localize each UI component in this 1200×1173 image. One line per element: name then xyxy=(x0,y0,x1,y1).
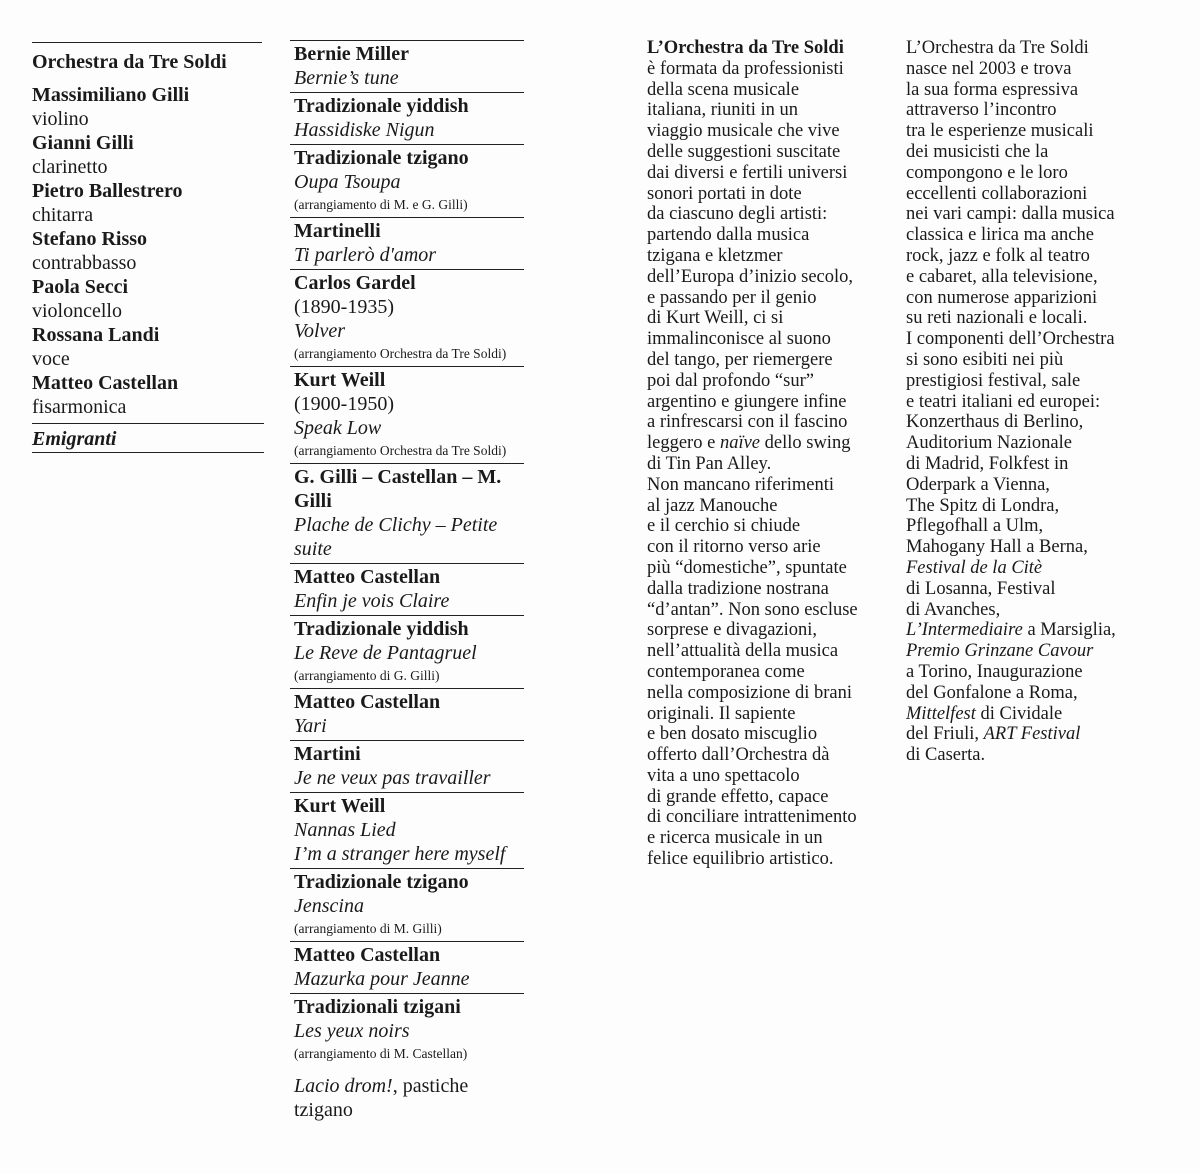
description-column xyxy=(647,38,887,870)
member-name: Matteo Castellan xyxy=(32,372,179,394)
arrangement-note: (arrangiamento Orchestra da Tre Soldi) xyxy=(294,443,507,458)
composer-dates: (1900-1950) xyxy=(294,393,394,415)
member-name: Paola Secci xyxy=(32,276,129,298)
text: di Cividale del Friuli, xyxy=(906,703,1063,745)
text: dello swing di Tin Pan Alley. Non mancano riferimenti al jazz Manouche e il cerchio si chiude con il ritorno verso arie più “domestiche”, spuntate dalla tradizione nostrana “d’antan”. Non sono escluse sorprese e divagazioni, nell’attualità della musica contemporanea come nella composizione di brani originali. Il sapiente e ben dosato miscuglio offerto dall’Orchestra dà vita a uno spettacolo di grande effetto, capace di conciliare intrattenimento e ricerca musicale in un felice equilibrio artistico. xyxy=(647,433,858,870)
piece-title: Speak Low xyxy=(294,417,382,439)
program-piece xyxy=(290,793,526,868)
member xyxy=(32,275,264,323)
program-column xyxy=(290,40,526,1124)
program-piece xyxy=(290,367,526,463)
text: a Torino, Inaugurazione del Gonfalone a Roma, xyxy=(906,661,1083,703)
composer: Matteo Castellan xyxy=(294,566,441,588)
program-piece xyxy=(290,869,526,941)
member-name: Gianni Gilli xyxy=(32,132,134,154)
composer: Tradizionale tzigano xyxy=(294,871,469,893)
history-column xyxy=(906,38,1146,766)
text: a Marsiglia, xyxy=(1027,620,1116,641)
program-piece xyxy=(290,218,526,269)
text: è formata da professionisti della scena musicale italiana, riuniti in un viaggio musicale che vive delle suggestioni suscitate dai diversi e fertili universi sonori portati in dote da ciascuno degli artisti: partendo dalla musica tzigana e kletzmer dell’Europa d’inizio secolo, e passando per il genio di Kurt Weill, ci si immalinconisce al suono del tango, per riemergere poi dal profondo “sur” argentino e giungere infine a rinfrescarsi con il fascino leggero e xyxy=(647,58,854,454)
member xyxy=(32,179,264,227)
program-piece xyxy=(290,93,526,144)
program-piece xyxy=(290,994,526,1066)
piece-title: Enfin je vois Claire xyxy=(294,590,450,612)
member xyxy=(32,83,264,131)
final-piece-title: Lacio drom! xyxy=(294,1075,393,1097)
composer: Tradizionale tzigano xyxy=(294,147,469,169)
composer: Tradizionale yiddish xyxy=(294,95,469,117)
divider xyxy=(32,452,264,453)
text-italic: naïve xyxy=(719,433,760,454)
composer: Kurt Weill xyxy=(294,795,386,817)
member-role: violoncello xyxy=(32,300,122,322)
member-role: violino xyxy=(32,108,89,130)
text-italic: ART Festival xyxy=(983,724,1081,745)
piece-title: Bernie’s tune xyxy=(294,67,399,89)
program-title: Emigranti xyxy=(32,428,117,450)
piece-title: Mazurka pour Jeanne xyxy=(294,968,470,990)
arrangement-note: (arrangiamento di G. Gilli) xyxy=(294,668,440,683)
composer: G. Gilli – Castellan – M. Gilli xyxy=(294,466,502,512)
program-piece xyxy=(290,616,526,688)
text: di Caserta. xyxy=(906,745,986,766)
history-paragraph xyxy=(906,38,1146,766)
member-role: voce xyxy=(32,348,70,370)
program-piece xyxy=(290,689,526,740)
composer: Martinelli xyxy=(294,220,381,242)
members-list xyxy=(32,83,264,419)
composer: Matteo Castellan xyxy=(294,944,441,966)
program-piece xyxy=(290,145,526,217)
piece-title: Jenscina xyxy=(294,895,364,917)
orchestra-name: L’Orchestra da Tre Soldi xyxy=(647,38,844,58)
member-role: contrabbasso xyxy=(32,252,137,274)
final-piece-text: , pastiche tzigano xyxy=(294,1075,469,1121)
program-piece xyxy=(290,41,526,92)
text: di Losanna, Festival di Avanches, xyxy=(906,578,1056,620)
composer: Matteo Castellan xyxy=(294,691,441,713)
piece-title: Les yeux noirs xyxy=(294,1020,410,1042)
program-piece xyxy=(290,270,526,366)
member-name: Pietro Ballestrero xyxy=(32,180,183,202)
arrangement-note: (arrangiamento di M. Castellan) xyxy=(294,1046,468,1061)
text-italic: L’Intermediaire xyxy=(906,620,1023,641)
piece-title: Le Reve de Pantagruel xyxy=(294,642,477,664)
composer: Carlos Gardel xyxy=(294,272,416,294)
piece-title: Oupa Tsoupa xyxy=(294,171,401,193)
member-name: Rossana Landi xyxy=(32,324,160,346)
member-role: clarinetto xyxy=(32,156,108,178)
piece-title: Ti parlerò d'amor xyxy=(294,244,437,266)
member-name: Stefano Risso xyxy=(32,228,148,250)
text-italic: Premio Grinzane Cavour xyxy=(906,641,1094,662)
composer: Tradizionali tzigani xyxy=(294,996,461,1018)
ensemble-title: Orchestra da Tre Soldi xyxy=(32,51,227,73)
piece-title: Nannas Lied xyxy=(294,819,396,841)
composer-dates: (1890-1935) xyxy=(294,296,394,318)
piece-title: I’m a stranger here myself xyxy=(294,843,506,865)
member-role: fisarmonica xyxy=(32,396,127,418)
program-piece xyxy=(290,464,526,563)
arrangement-note: (arrangiamento Orchestra da Tre Soldi) xyxy=(294,346,507,361)
member xyxy=(32,323,264,371)
composer: Martini xyxy=(294,743,361,765)
arrangement-note: (arrangiamento di M. e G. Gilli) xyxy=(294,197,468,212)
program-piece xyxy=(290,942,526,993)
ensemble-column xyxy=(32,42,264,453)
composer: Bernie Miller xyxy=(294,43,409,65)
member xyxy=(32,227,264,275)
program-piece xyxy=(290,564,526,615)
composer: Kurt Weill xyxy=(294,369,386,391)
program-piece xyxy=(290,741,526,792)
description-paragraph xyxy=(647,38,887,870)
composer: Tradizionale yiddish xyxy=(294,618,469,640)
text-italic: Mittelfest xyxy=(906,703,976,724)
text-italic: Festival de la Citè xyxy=(906,557,1043,578)
member-role: chitarra xyxy=(32,204,94,226)
member xyxy=(32,371,264,419)
piece-title: Je ne veux pas travailler xyxy=(294,767,491,789)
arrangement-note: (arrangiamento di M. Gilli) xyxy=(294,921,442,936)
text: L’Orchestra da Tre Soldi nasce nel 2003 e trova la sua forma espressiva attraverso l’incontro tra le esperienze musicali dei musicisti che la compongono e le loro eccellenti collaborazioni nei vari campi: dalla musica classica e lirica ma anche rock, jazz e folk al teatro e cabaret, alla televisione, con numerose apparizioni su reti nazionali e locali. I componenti dell’Orchestra si sono esibiti nei più prestigiosi festival, sale e teatri italiani ed europei: Konzerthaus di Berlino, Auditorium Nazionale di Madrid, Folkfest in Oderpark a Vienna, The Spitz di Londra, Pflegofhall a Ulm, Mahogany Hall a Berna, xyxy=(906,38,1115,558)
final-piece xyxy=(290,1066,526,1124)
piece-title: Yari xyxy=(294,715,327,737)
piece-title: Volver xyxy=(294,320,346,342)
piece-title: Hassidiske Nigun xyxy=(294,119,435,141)
member-name: Massimiliano Gilli xyxy=(32,84,190,106)
piece-title: Plache de Clichy – Petite suite xyxy=(294,514,498,560)
member xyxy=(32,131,264,179)
